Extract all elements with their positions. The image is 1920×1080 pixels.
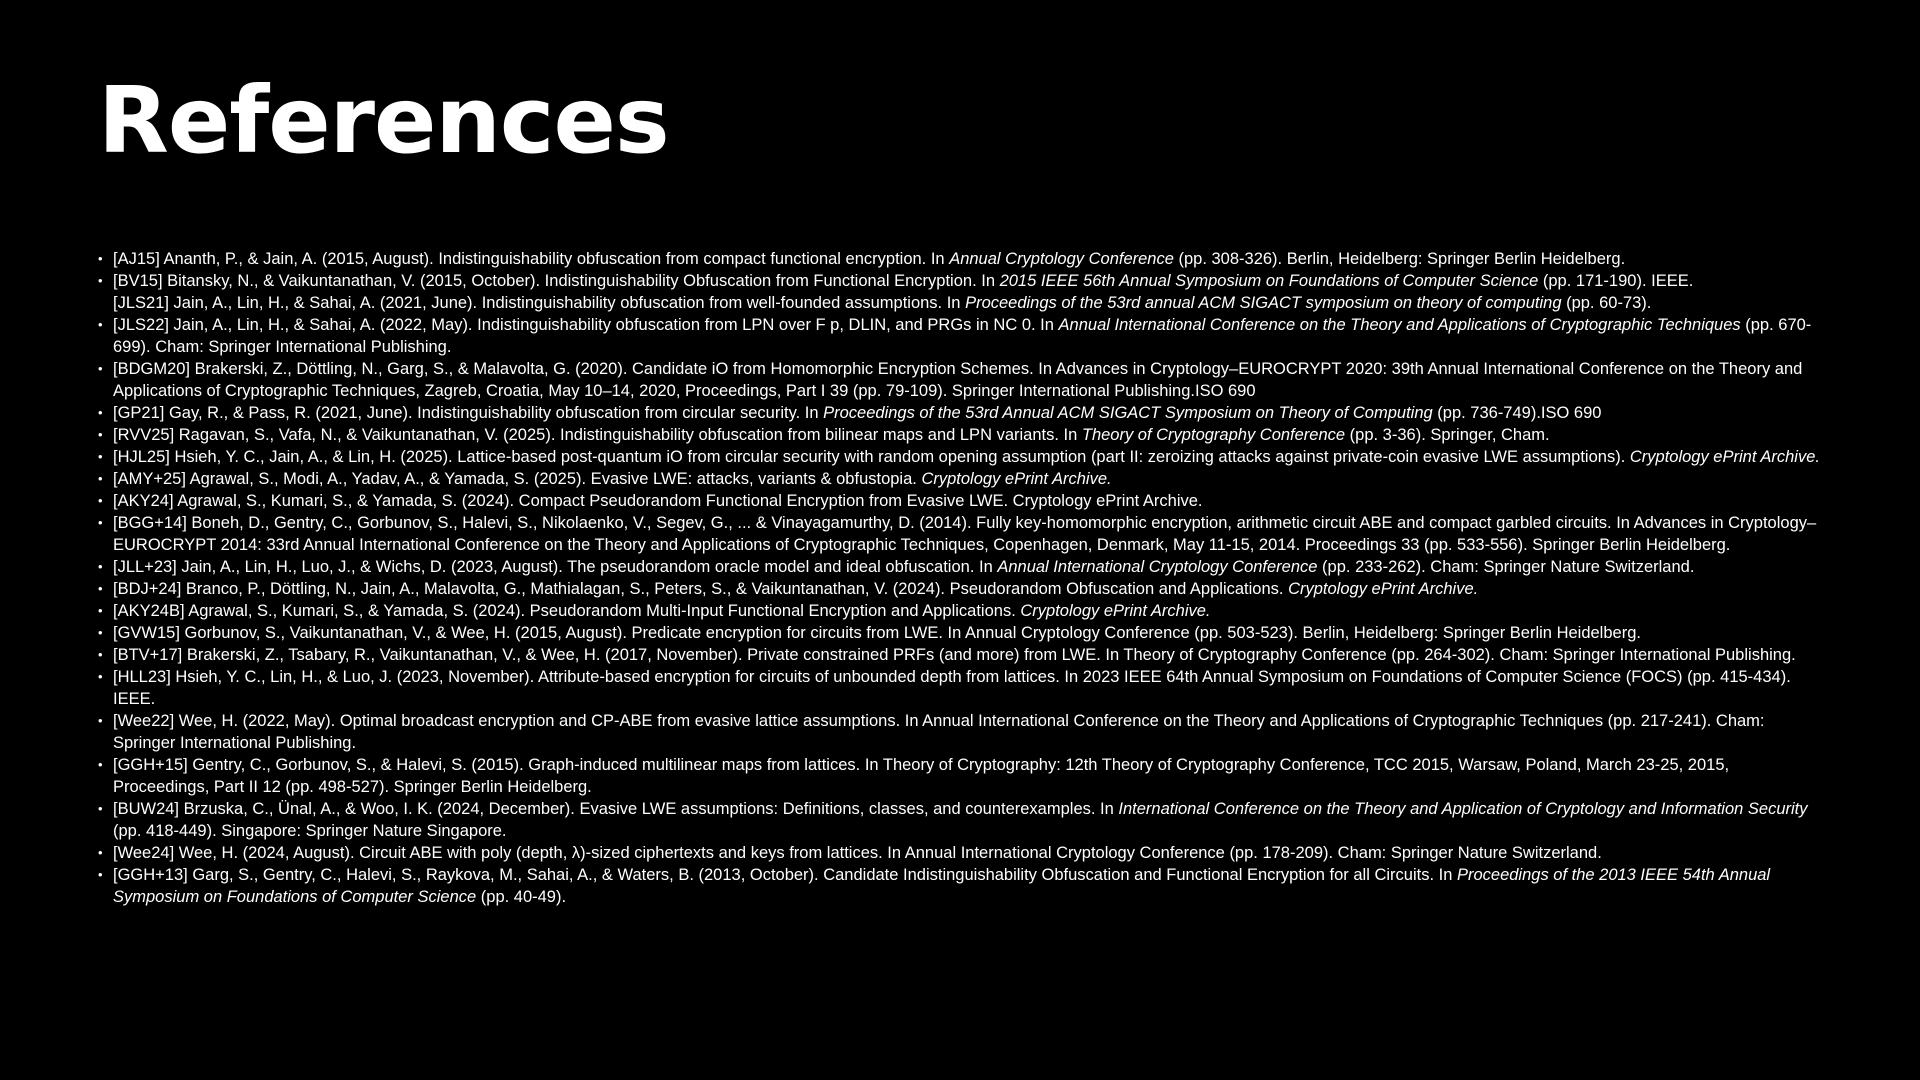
reference-text: [AJ15] Ananth, P., & Jain, A. (2015, August). Indistinguishability obfuscation from compact functional encryption. In xyxy=(113,250,950,268)
reference-text: [BUW24] Brzuska, C., Ünal, A., & Woo, I. K. (2024, December). Evasive LWE assumptions: Definitions, classes, and counterexamples. In xyxy=(113,800,1119,818)
reference-item xyxy=(96,556,1826,578)
reference-text: (pp. 3-36). Springer, Cham. xyxy=(1345,426,1550,444)
reference-text: [JLS22] Jain, A., Lin, H., & Sahai, A. (2022, May). Indistinguishability obfuscation from LPN over F p, DLIN, and PRGs in NC 0. In xyxy=(113,316,1059,334)
reference-item xyxy=(96,446,1826,468)
reference-item xyxy=(96,314,1826,358)
reference-venue: Proceedings of the 2013 IEEE 54th Annual Symposium on Foundations of Computer Science xyxy=(113,866,1771,906)
reference-item xyxy=(96,864,1826,908)
reference-item xyxy=(96,512,1826,556)
reference-text: (pp. 40-49). xyxy=(476,888,567,906)
reference-text: [GGH+13] Garg, S., Gentry, C., Halevi, S., Raykova, M., Sahai, A., & Waters, B. (2013, October). Candidate Indistinguishability Obfuscation and Functional Encryption for all Circuits. In xyxy=(113,866,1457,884)
reference-item xyxy=(96,490,1826,512)
reference-text: [BGG+14] Boneh, D., Gentry, C., Gorbunov, S., Halevi, S., Nikolaenko, V., Segev, G., ... & Vinayagamurthy, D. (2014). Fully key-homomorphic encryption, arithmetic circuit ABE and compact garbled circuits. In Advances in Cryptology–EUROCRYPT 2014: 33rd Annual International Conference on the Theory and Applications of Cryptographic Techniques, Copenhagen, Denmark, May 11-15, 2014. Proceedings 33 (pp. 533-556). Springer Berlin Heidelberg. xyxy=(113,514,1817,554)
bullet-icon: • xyxy=(98,273,103,288)
bullet-icon: • xyxy=(98,427,103,442)
reference-item xyxy=(96,600,1826,622)
reference-item xyxy=(96,644,1826,666)
bullet-icon: • xyxy=(98,867,103,882)
reference-venue: Annual International Conference on the Theory and Applications of Cryptographic Techniques xyxy=(1058,316,1741,334)
bullet-icon: • xyxy=(98,757,103,772)
bullet-icon: • xyxy=(98,647,103,662)
reference-venue: Cryptology ePrint Archive. xyxy=(1629,448,1820,466)
reference-text: [Wee22] Wee, H. (2022, May). Optimal broadcast encryption and CP-ABE from evasive lattice assumptions. In Annual International Conference on the Theory and Applications of Cryptographic Techniques (pp. 217-241). Cham: Springer International Publishing. xyxy=(113,712,1765,752)
reference-text: (pp. 60-73). xyxy=(1561,294,1652,312)
reference-item xyxy=(96,270,1826,292)
reference-text: [BDJ+24] Branco, P., Döttling, N., Jain, A., Malavolta, G., Mathialagan, S., Peters, S., & Vaikuntanathan, V. (2024). Pseudorandom Obfuscation and Applications. xyxy=(113,580,1289,598)
reference-item xyxy=(96,424,1826,446)
bullet-icon: • xyxy=(98,713,103,728)
reference-text: (pp. 308-326). Berlin, Heidelberg: Springer Berlin Heidelberg. xyxy=(1173,250,1626,268)
bullet-icon: • xyxy=(98,471,103,486)
bullet-icon: • xyxy=(98,405,103,420)
reference-venue: Proceedings of the 53rd annual ACM SIGACT symposium on theory of computing xyxy=(965,294,1562,312)
reference-text: (pp. 670-699). Cham: Springer International Publishing. xyxy=(113,316,1812,356)
reference-text: [GGH+15] Gentry, C., Gorbunov, S., & Halevi, S. (2015). Graph-induced multilinear maps from lattices. In Theory of Cryptography: 12th Theory of Cryptography Conference, TCC 2015, Warsaw, Poland, March 23-25, 2015, Proceedings, Part II 12 (pp. 498-527). Springer Berlin Heidelberg. xyxy=(113,756,1730,796)
reference-item xyxy=(96,710,1826,754)
reference-text: (pp. 418-449). Singapore: Springer Nature Singapore. xyxy=(113,822,507,840)
reference-venue: Cryptology ePrint Archive. xyxy=(1020,602,1211,620)
reference-text: [BDGM20] Brakerski, Z., Döttling, N., Garg, S., & Malavolta, G. (2020). Candidate iO from Homomorphic Encryption Schemes. In Advances in Cryptology–EUROCRYPT 2020: 39th Annual International Conference on the Theory and Applications of Cryptographic Techniques, Zagreb, Croatia, May 10–14, 2020, Proceedings, Part I 39 (pp. 79-109). Springer International Publishing.ISO 690 xyxy=(113,360,1803,400)
bullet-icon: • xyxy=(98,449,103,464)
bullet-icon: • xyxy=(98,493,103,508)
reference-item xyxy=(96,798,1826,842)
reference-item xyxy=(96,578,1826,600)
reference-text: (pp. 736-749).ISO 690 xyxy=(1432,404,1602,422)
reference-text: [HJL25] Hsieh, Y. C., Jain, A., & Lin, H. (2025). Lattice-based post-quantum iO from circular security with random opening assumption (part II: zeroizing attacks against private-coin evasive LWE assumptions). xyxy=(113,448,1630,466)
reference-item xyxy=(96,842,1826,864)
reference-text: [Wee24] Wee, H. (2024, August). Circuit ABE with poly (depth, λ)-sized ciphertexts and keys from lattices. In Annual International Cryptology Conference (pp. 178-209). Cham: Springer Nature Switzerland. xyxy=(113,844,1602,862)
reference-text: [GVW15] Gorbunov, S., Vaikuntanathan, V., & Wee, H. (2015, August). Predicate encryption for circuits from LWE. In Annual Cryptology Conference (pp. 503-523). Berlin, Heidelberg: Springer Berlin Heidelberg. xyxy=(113,624,1641,642)
reference-text: [AKY24B] Agrawal, S., Kumari, S., & Yamada, S. (2024). Pseudorandom Multi-Input Functional Encryption and Applications. xyxy=(113,602,1021,620)
bullet-icon: • xyxy=(98,251,103,266)
bullet-icon: • xyxy=(98,361,103,376)
bullet-icon: • xyxy=(98,559,103,574)
bullet-icon: • xyxy=(98,801,103,816)
reference-text: [BTV+17] Brakerski, Z., Tsabary, R., Vaikuntanathan, V., & Wee, H. (2017, November). Private constrained PRFs (and more) from LWE. In Theory of Cryptography Conference (pp. 264-302). Cham: Springer International Publishing. xyxy=(113,646,1796,664)
slide-title: References xyxy=(98,67,669,174)
reference-venue: Cryptology ePrint Archive. xyxy=(921,470,1112,488)
bullet-icon: • xyxy=(98,845,103,860)
reference-venue: Annual Cryptology Conference xyxy=(949,250,1174,268)
reference-venue: Theory of Cryptography Conference xyxy=(1081,426,1346,444)
reference-text: [JLL+23] Jain, A., Lin, H., Luo, J., & Wichs, D. (2023, August). The pseudorandom oracle model and ideal obfuscation. In xyxy=(113,558,998,576)
reference-text: [GP21] Gay, R., & Pass, R. (2021, June). Indistinguishability obfuscation from circular security. In xyxy=(113,404,824,422)
reference-item xyxy=(96,402,1826,424)
reference-venue: Cryptology ePrint Archive. xyxy=(1288,580,1479,598)
reference-item xyxy=(96,248,1826,270)
reference-text: (pp. 233-262). Cham: Springer Nature Switzerland. xyxy=(1317,558,1695,576)
reference-item xyxy=(96,622,1826,644)
reference-item xyxy=(96,468,1826,490)
reference-list xyxy=(96,248,1826,908)
reference-text: [RVV25] Ragavan, S., Vafa, N., & Vaikuntanathan, V. (2025). Indistinguishability obfuscation from bilinear maps and LPN variants. In xyxy=(113,426,1082,444)
bullet-icon: • xyxy=(98,669,103,684)
bullet-icon: • xyxy=(98,581,103,596)
bullet-icon: • xyxy=(98,603,103,618)
bullet-icon: • xyxy=(98,515,103,530)
reference-text: [HLL23] Hsieh, Y. C., Lin, H., & Luo, J. (2023, November). Attribute-based encryption for circuits of unbounded depth from lattices. In 2023 IEEE 64th Annual Symposium on Foundations of Computer Science (FOCS) (pp. 415-434). IEEE. xyxy=(113,668,1791,708)
bullet-icon: • xyxy=(98,317,103,332)
reference-venue: Annual International Cryptology Conference xyxy=(997,558,1318,576)
reference-item xyxy=(96,754,1826,798)
reference-text: [BV15] Bitansky, N., & Vaikuntanathan, V. (2015, October). Indistinguishability Obfuscation from Functional Encryption. In xyxy=(113,272,1000,290)
reference-text: [AKY24] Agrawal, S., Kumari, S., & Yamada, S. (2024). Compact Pseudorandom Functional Encryption from Evasive LWE. Cryptology ePrint Archive. xyxy=(113,492,1203,510)
reference-venue: Proceedings of the 53rd Annual ACM SIGACT Symposium on Theory of Computing xyxy=(823,404,1433,422)
reference-item xyxy=(96,292,1826,314)
reference-venue: International Conference on the Theory and Application of Cryptology and Information Security xyxy=(1118,800,1808,818)
reference-venue: 2015 IEEE 56th Annual Symposium on Foundations of Computer Science xyxy=(999,272,1539,290)
reference-text: [JLS21] Jain, A., Lin, H., & Sahai, A. (2021, June). Indistinguishability obfuscation from well-founded assumptions. In xyxy=(113,294,966,312)
reference-text: [AMY+25] Agrawal, S., Modi, A., Yadav, A., & Yamada, S. (2025). Evasive LWE: attacks, variants & obfustopia. xyxy=(113,470,922,488)
reference-item xyxy=(96,666,1826,710)
reference-text: (pp. 171-190). IEEE. xyxy=(1538,272,1694,290)
bullet-icon: • xyxy=(98,625,103,640)
reference-item xyxy=(96,358,1826,402)
